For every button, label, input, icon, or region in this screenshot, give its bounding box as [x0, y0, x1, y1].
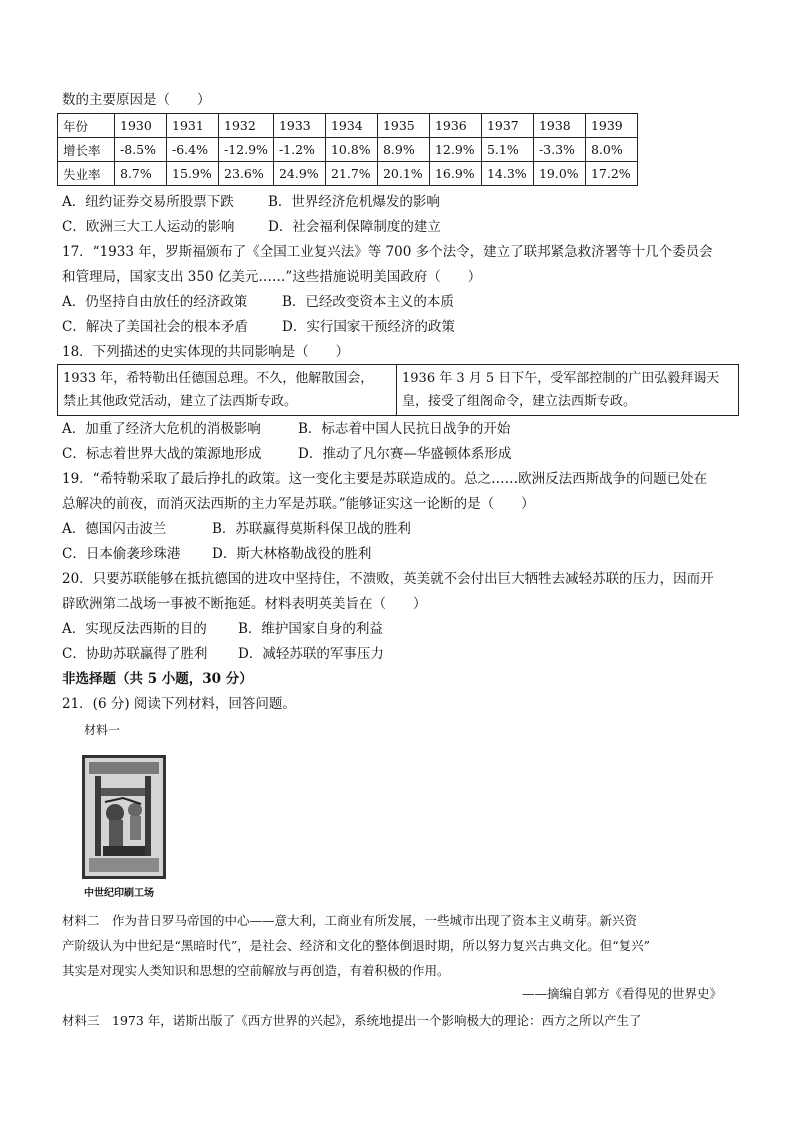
- table-cell: 14.3%: [481, 162, 533, 186]
- table-row-year: [58, 114, 638, 138]
- q17-options-row1: [62, 292, 454, 312]
- q18-stem: 18．下列描述的史实体现的共同影响是（ ）: [62, 344, 350, 360]
- table-cell: 8.9%: [377, 138, 429, 162]
- q18-options-row1: [62, 419, 510, 439]
- table-cell: 24.9%: [273, 162, 325, 186]
- q19-options-row2: [62, 544, 371, 564]
- table-cell: 23.6%: [219, 162, 274, 186]
- table-cell: 5.1%: [481, 138, 533, 162]
- print-shop-illustration-icon: [85, 758, 163, 876]
- table-cell: 1938: [533, 114, 585, 138]
- q18-box-right-line2: 皇，接受了组阁命令，建立法西斯专政。: [402, 394, 637, 409]
- q16-stem: 数的主要原因是（ ）: [62, 92, 211, 108]
- table-cell: 1936: [429, 114, 481, 138]
- q16-data-table: [57, 113, 638, 186]
- table-row-unemployment: [58, 162, 638, 186]
- table-cell: 17.2%: [585, 162, 637, 186]
- q16-option-d[interactable]: D．社会福利保障制度的建立: [268, 219, 441, 235]
- table-cell: -3.3%: [533, 138, 585, 162]
- q18-material-box: [57, 364, 739, 416]
- material-one-label: 材料一: [84, 723, 121, 737]
- q19-stem-line1: 19．“希特勒采取了最后挣扎的政策。这一变化主要是苏联造成的。总之……欧洲反法西斯战争的问题已处在: [62, 471, 708, 487]
- table-cell: 1933: [273, 114, 325, 138]
- q21-stem: 21．(6 分) 阅读下列材料，回答问题。: [62, 696, 296, 712]
- image-caption: 中世纪印刷工场: [84, 888, 154, 899]
- table-cell: 20.1%: [377, 162, 429, 186]
- q18-options-row2: [62, 444, 511, 464]
- q20-stem-line1: 20．只要苏联能够在抵抗德国的进攻中坚持住，不溃败，英美就不会付出巨大牺牲去减轻苏联的压力，因而开: [62, 571, 714, 587]
- q16-option-c[interactable]: C．欧洲三大工人运动的影响: [62, 219, 235, 235]
- table-row-growth: [58, 138, 638, 162]
- q19-stem-line2: 总解决的前夜，而消灭法西斯的主力军是苏联。”能够证实这一论断的是（ ）: [62, 496, 535, 512]
- table-cell: 年份: [58, 114, 115, 138]
- q17-option-d[interactable]: D．实行国家干预经济的政策: [282, 319, 455, 335]
- material-two-line1: 材料二 作为昔日罗马帝国的中心——意大利，工商业有所发展，一些城市出现了资本主义萌芽。新兴资: [62, 913, 638, 928]
- q19-option-d[interactable]: D．斯大林格勒战役的胜利: [212, 546, 372, 562]
- q18-option-b[interactable]: B．标志着中国人民抗日战争的开始: [298, 421, 511, 437]
- q20-option-b[interactable]: B．维护国家自身的利益: [238, 621, 383, 637]
- table-cell: 增长率: [58, 138, 115, 162]
- table-cell: 21.7%: [325, 162, 377, 186]
- q17-stem-line2: 和管理局，国家支出 350 亿美元……”这些措施说明美国政府（ ）: [62, 269, 482, 285]
- table-cell: 1935: [377, 114, 429, 138]
- q17-option-c[interactable]: C．解决了美国社会的根本矛盾: [62, 319, 248, 335]
- table-cell: -12.9%: [219, 138, 274, 162]
- q16-option-a[interactable]: A．纽约证券交易所股票下跌: [62, 194, 234, 210]
- table-cell: 1934: [325, 114, 377, 138]
- q18-box-left-line2: 禁止其他政党活动，建立了法西斯专政。: [63, 394, 298, 409]
- table-cell: 19.0%: [533, 162, 585, 186]
- q19-option-c[interactable]: C．日本偷袭珍珠港: [62, 546, 181, 562]
- q17-option-a[interactable]: A．仍坚持自由放任的经济政策: [62, 294, 248, 310]
- q19-option-b[interactable]: B．苏联赢得莫斯科保卫战的胜利: [212, 521, 411, 537]
- q19-option-a[interactable]: A．德国闪击波兰: [62, 521, 167, 537]
- medieval-print-shop-image: [82, 755, 166, 879]
- table-cell: 10.8%: [325, 138, 377, 162]
- table-cell: 1932: [219, 114, 274, 138]
- q18-box-left-line1: 1933 年，希特勒出任德国总理。不久，他解散国会，: [63, 371, 374, 386]
- q17-option-b[interactable]: B．已经改变资本主义的本质: [282, 294, 454, 310]
- q16-option-b[interactable]: B．世界经济危机爆发的影响: [268, 194, 440, 210]
- table-cell: 15.9%: [167, 162, 219, 186]
- q20-stem-line2: 辟欧洲第二战场一事被不断拖延。材料表明英美旨在（ ）: [62, 596, 427, 612]
- q18-box-right-line1: 1936 年 3 月 5 日下午，受军部控制的广田弘毅拜谒天: [402, 371, 720, 386]
- table-cell: -1.2%: [273, 138, 325, 162]
- q18-option-a[interactable]: A．加重了经济大危机的消极影响: [62, 421, 261, 437]
- table-cell: 1930: [115, 114, 167, 138]
- table-cell: 12.9%: [429, 138, 481, 162]
- table-cell: 失业率: [58, 162, 115, 186]
- table-cell: 8.7%: [115, 162, 167, 186]
- q17-options-row2: [62, 317, 455, 337]
- q18-box-left: [58, 365, 397, 415]
- table-cell: 1937: [481, 114, 533, 138]
- table-cell: -8.5%: [115, 138, 167, 162]
- q18-box-right: [397, 365, 738, 415]
- q20-option-a[interactable]: A．实现反法西斯的目的: [62, 621, 207, 637]
- q17-stem-line1: 17．“1933 年，罗斯福颁布了《全国工业复兴法》等 700 多个法令，建立了联邦紧急救济署等十几个委员会: [62, 244, 713, 260]
- material-three-line1: 材料三 1973 年，诺斯出版了《西方世界的兴起》，系统地提出一个影响极大的理论：西方之所以产生了: [62, 1013, 642, 1028]
- q16-options-row2: [62, 217, 441, 237]
- table-cell: -6.4%: [167, 138, 219, 162]
- table-cell: 1931: [167, 114, 219, 138]
- q16-options-row1: [62, 192, 440, 212]
- table-cell: 1939: [585, 114, 637, 138]
- material-two-source: ——摘编自郭方《看得见的世界史》: [521, 986, 722, 1001]
- q20-option-d[interactable]: D．减轻苏联的军事压力: [238, 646, 384, 662]
- q18-option-d[interactable]: D．推动了凡尔赛—华盛顿体系形成: [298, 446, 512, 462]
- material-two-line2: 产阶级认为中世纪是“黑暗时代”，是社会、经济和文化的整体倒退时期，所以努力复兴古典文化。但“复兴”: [62, 938, 651, 953]
- q19-options-row1: [62, 519, 411, 539]
- section-heading: 非选择题（共 5 小题，30 分）: [62, 671, 253, 687]
- table-cell: 8.0%: [585, 138, 637, 162]
- table-cell: 16.9%: [429, 162, 481, 186]
- q20-option-c[interactable]: C．协助苏联赢得了胜利: [62, 646, 208, 662]
- q20-options-row1: [62, 619, 383, 639]
- q18-option-c[interactable]: C．标志着世界大战的策源地形成: [62, 446, 262, 462]
- material-two-line3: 其实是对现实人类知识和思想的空前解放与再创造，有着积极的作用。: [62, 963, 450, 978]
- q20-options-row2: [62, 644, 384, 664]
